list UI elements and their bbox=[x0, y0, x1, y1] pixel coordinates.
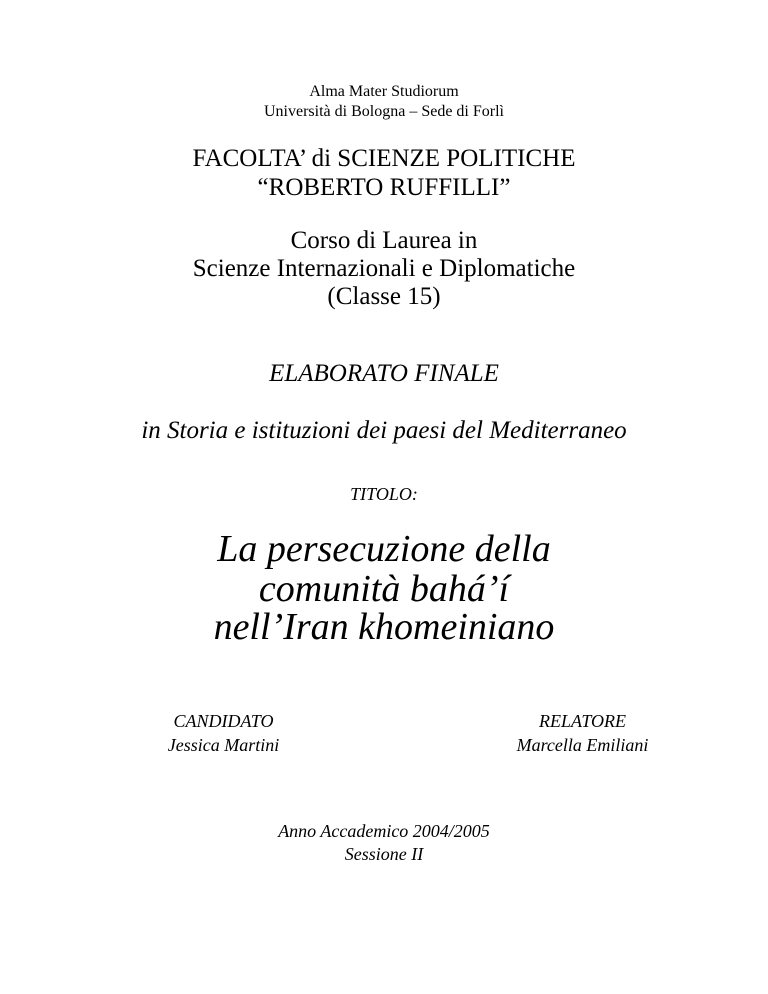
supervisor-label: RELATORE bbox=[538, 711, 626, 731]
university-campus: Università di Bologna – Sede di Forlì bbox=[264, 103, 504, 120]
candidate-label: CANDIDATO bbox=[173, 711, 274, 731]
academic-year: Anno Accademico 2004/2005 bbox=[278, 821, 490, 841]
faculty-name: FACOLTA’ di SCIENZE POLITICHE bbox=[192, 145, 576, 172]
session: Sessione II bbox=[344, 844, 424, 864]
degree-course-label: Corso di Laurea in bbox=[290, 227, 478, 254]
supervisor-name: Marcella Emiliani bbox=[516, 735, 649, 755]
faculty-dedication: “ROBERTO RUFFILLI” bbox=[257, 174, 511, 201]
degree-course-class: (Classe 15) bbox=[327, 283, 441, 310]
thesis-type: ELABORATO FINALE bbox=[269, 360, 499, 387]
degree-course-name: Scienze Internazionali e Diplomatiche bbox=[192, 255, 576, 282]
candidate-name: Jessica Martini bbox=[167, 735, 280, 755]
thesis-title-line-2: comunità bahá’í bbox=[258, 568, 510, 610]
title-label: TITOLO: bbox=[350, 484, 418, 504]
thesis-title-line-3: nell’Iran khomeiniano bbox=[213, 606, 555, 648]
thesis-subject: in Storia e istituzioni dei paesi del Mediterraneo bbox=[141, 417, 627, 444]
thesis-title-line-1: La persecuzione della bbox=[217, 528, 551, 570]
university-name: Alma Mater Studiorum bbox=[309, 83, 459, 100]
